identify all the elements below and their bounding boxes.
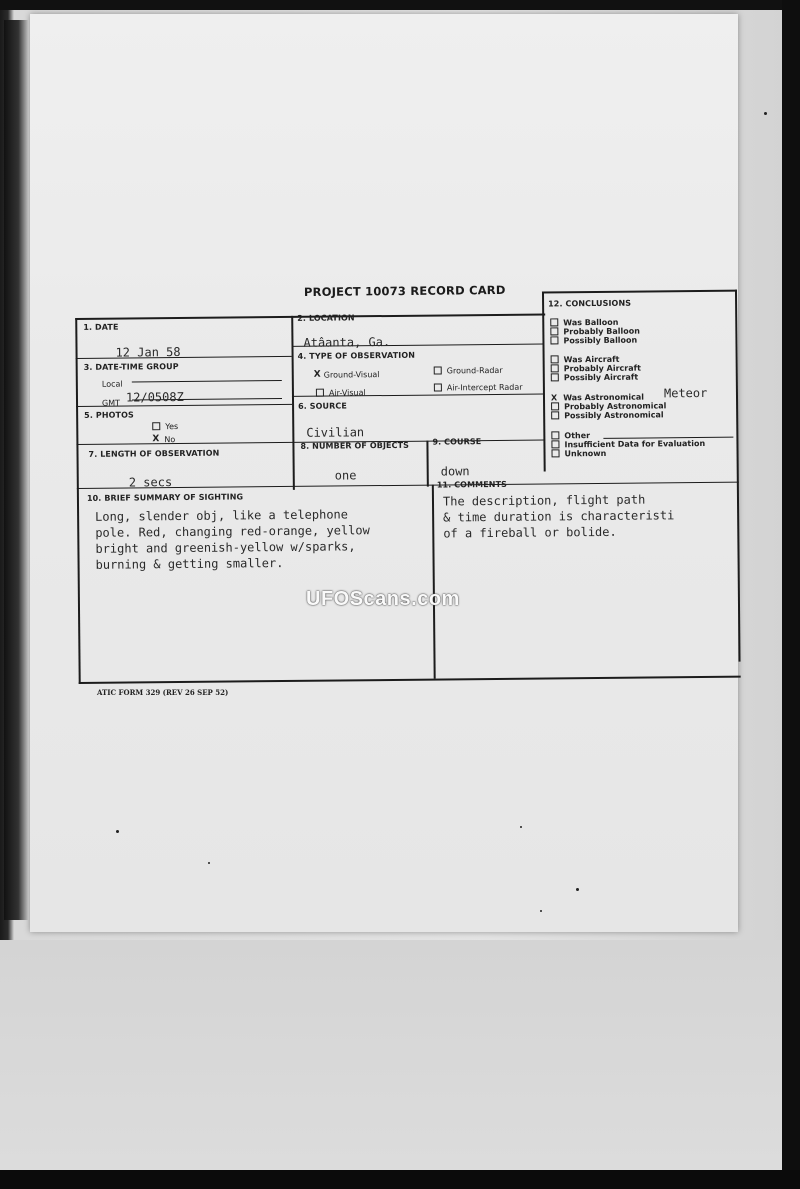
ground-radar-checkbox <box>434 366 442 374</box>
comments-line-3: of a fireball or bolide. <box>443 524 617 541</box>
gmt-value: 12/0508Z <box>125 389 184 405</box>
checkbox <box>551 449 559 457</box>
checkbox <box>551 402 559 410</box>
conclusion-insufficient-data <box>551 439 705 449</box>
comments-line-2: & time duration is characteristi <box>443 508 675 525</box>
air-intercept-checkbox <box>434 383 442 391</box>
record-card <box>75 290 741 684</box>
conclusion-possibly-balloon <box>550 336 637 346</box>
dust-speck <box>208 862 210 864</box>
type-label: 4. TYPE OF OBSERVATION <box>297 350 416 361</box>
checkbox <box>550 336 558 344</box>
divider-objects-course <box>426 441 428 487</box>
photos-no-label: No <box>164 435 176 445</box>
dust-speck <box>520 826 522 828</box>
conclusion-label: Probably Aircraft <box>563 363 641 374</box>
conclusion-label: Was Astronomical <box>563 392 645 403</box>
conclusion-label: Was Balloon <box>563 317 619 328</box>
ground-radar-label: Ground-Radar <box>446 365 503 376</box>
local-underline <box>132 380 282 382</box>
card-title: PROJECT 10073 RECORD CARD <box>303 282 506 300</box>
conclusion-label: Other <box>564 431 591 441</box>
air-visual-checkbox <box>316 389 324 397</box>
checkbox <box>551 440 559 448</box>
watermark: UFOScans.com <box>306 588 460 610</box>
objects-label: 8. NUMBER OF OBJECTS <box>300 440 410 451</box>
comments-line-1: The description, flight path <box>442 492 646 509</box>
location-value: Atâanta, Ga. <box>303 334 391 350</box>
ground-radar-option <box>434 366 503 376</box>
conclusion-other <box>551 431 590 440</box>
conclusion-unknown <box>551 449 606 459</box>
conclusion-label: Unknown <box>564 448 607 459</box>
air-intercept-label: Air-Intercept Radar <box>446 382 523 393</box>
summary-line-4: burning & getting smaller. <box>95 556 284 572</box>
dust-speck <box>116 830 119 833</box>
source-value: Civilian <box>306 425 365 440</box>
air-visual-label: Air-Visual <box>328 388 366 398</box>
checkbox <box>550 327 558 335</box>
datetime-label: 3. DATE-TIME GROUP <box>83 362 179 372</box>
film-edge-right <box>782 0 800 1189</box>
divider-mid <box>291 316 294 490</box>
dust-speck <box>576 888 579 891</box>
conclusion-possibly-aircraft <box>551 373 638 383</box>
checkbox <box>551 431 559 439</box>
film-edge-bottom <box>0 1170 800 1189</box>
photos-yes-label: Yes <box>165 422 179 432</box>
length-value: 2 secs <box>128 475 173 490</box>
checkbox <box>551 411 559 419</box>
film-edge-left <box>4 20 28 920</box>
summary-line-2: pole. Red, changing red-orange, yellow <box>95 523 370 540</box>
comments-label: 11. COMMENTS <box>436 479 508 490</box>
summary-label: 10. BRIEF SUMMARY OF SIGHTING <box>86 492 244 503</box>
dust-speck <box>540 910 542 912</box>
lower-film-area <box>0 940 790 1170</box>
length-label: 7. LENGTH OF OBSERVATION <box>88 448 220 459</box>
checkbox <box>550 318 558 326</box>
photos-label: 5. PHOTOS <box>84 410 134 420</box>
conclusion-label: Was Aircraft <box>563 354 620 365</box>
objects-value: one <box>334 468 357 483</box>
dust-speck <box>764 112 767 115</box>
conclusion-label: Possibly Balloon <box>563 335 638 346</box>
checkbox <box>551 364 559 372</box>
summary-line-3: bright and greenish-yellow w/sparks, <box>95 539 356 556</box>
conclusion-possibly-astronomical <box>551 410 664 420</box>
source-label: 6. SOURCE <box>298 401 347 411</box>
date-value: 12 Jan 58 <box>115 344 181 360</box>
rule-row1 <box>76 356 292 359</box>
ground-visual-label: Ground-Visual <box>323 370 380 380</box>
conclusion-label: Probably Astronomical <box>564 401 667 412</box>
checkbox <box>551 355 559 363</box>
location-label: 2. LOCATION <box>297 313 355 323</box>
conclusion-label: Insufficient Data for Evaluation <box>564 438 706 450</box>
photos-yes-checkbox <box>152 422 160 430</box>
summary-line-1: Long, slender obj, like a telephone <box>95 507 349 524</box>
film-edge-top <box>0 0 800 10</box>
checkbox <box>551 373 559 381</box>
photos-no-mark: X <box>152 434 160 445</box>
air-intercept-option <box>434 383 523 393</box>
course-value: down <box>440 464 470 479</box>
date-label: 1. DATE <box>83 322 119 332</box>
meteor-note: Meteor <box>663 385 708 401</box>
astronomical-check-mark: X <box>550 393 558 403</box>
divider-conclusions <box>542 292 545 472</box>
conclusions-label: 12. CONCLUSIONS <box>548 298 632 309</box>
conclusion-label: Possibly Astronomical <box>564 410 664 421</box>
ground-visual-option <box>324 370 380 380</box>
divider-summary-comments <box>432 485 435 679</box>
local-label: Local <box>101 379 123 389</box>
conclusion-label: Probably Balloon <box>563 326 640 337</box>
photos-yes-option <box>152 422 178 431</box>
ground-visual-mark: X <box>313 369 321 380</box>
course-label: 9. COURSE <box>432 437 482 447</box>
gmt-label: GMT <box>101 398 121 408</box>
air-visual-option <box>316 388 366 397</box>
conclusion-label: Possibly Aircraft <box>563 372 639 383</box>
form-number: ATIC FORM 329 (REV 26 SEP 52) <box>97 688 229 697</box>
photos-no-option <box>164 435 175 444</box>
